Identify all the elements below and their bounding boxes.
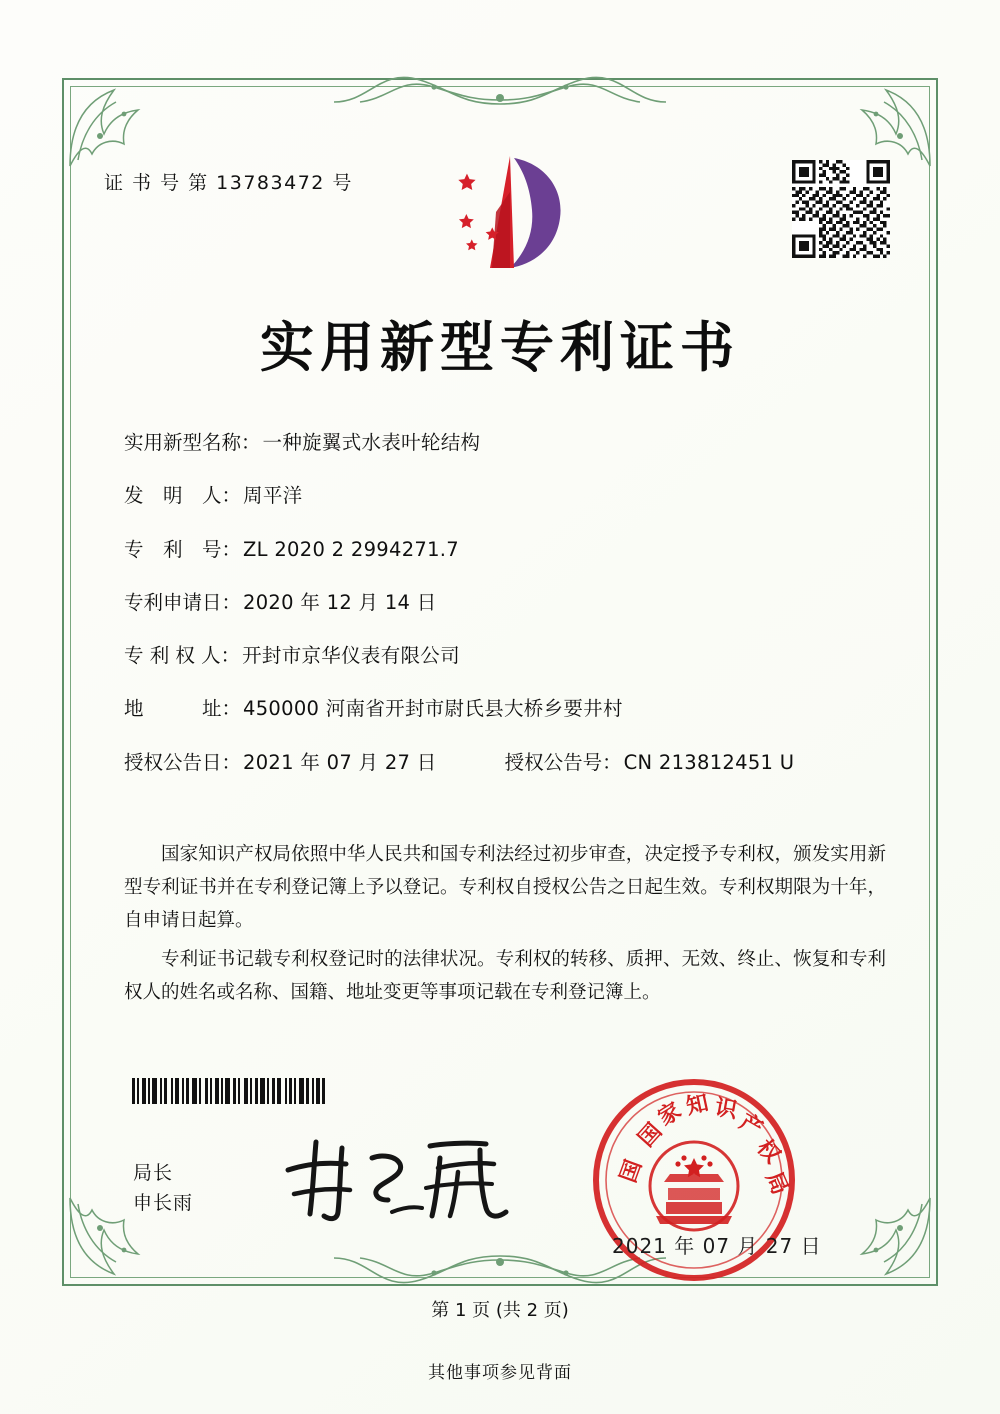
- svg-text:产: 产: [735, 1108, 768, 1143]
- field-row-inventor: [124, 481, 894, 510]
- field-row-name: [124, 428, 894, 457]
- svg-text:国: 国: [615, 1156, 648, 1187]
- announcement-date-label: 授权公告日：: [124, 750, 242, 774]
- corner-flourish-icon: [844, 80, 936, 172]
- field-row-address: [124, 694, 894, 723]
- svg-text:识: 识: [712, 1094, 740, 1124]
- paragraph-2: 专利证书记载专利权登记时的法律状况。专利权的转移、质押、无效、终止、恢复和专利权人的姓名或名称、国籍、地址变更等事项记载在专利登记簿上。: [124, 949, 886, 1003]
- page-number: 第 1 页 (共 2 页): [431, 1300, 569, 1321]
- svg-text:国: 国: [633, 1118, 668, 1153]
- svg-text:权: 权: [751, 1134, 786, 1169]
- field-row-patentee: [124, 641, 894, 670]
- field-row-announcement: [124, 748, 894, 777]
- corner-flourish-icon: [64, 80, 156, 172]
- field-row-application-date: [124, 588, 894, 617]
- field-value: 450000 河南省开封市尉氏县大桥乡要井村: [243, 697, 623, 721]
- field-list: [124, 428, 894, 801]
- barcode: [132, 1078, 390, 1104]
- field-value: 2020 年 12 月 14 日: [243, 590, 437, 614]
- corner-flourish-icon: [844, 1192, 936, 1284]
- announcement-number-label: 授权公告号：: [504, 750, 622, 774]
- field-value: 周平洋: [243, 484, 303, 508]
- svg-text:家: 家: [653, 1097, 686, 1132]
- cnipa-logo-icon: [418, 152, 588, 272]
- field-label: 实用新型名称：: [124, 431, 261, 454]
- signature-name: 申长雨: [133, 1192, 194, 1214]
- page-title: 实用新型专利证书: [260, 315, 740, 379]
- field-value: ZL 2020 2 2994271.7: [243, 537, 460, 561]
- field-label: 专 利 号：: [124, 537, 242, 561]
- field-label: 地 址：: [124, 697, 242, 721]
- field-label: 专 利 权 人：: [124, 644, 241, 667]
- field-label: 专利申请日：: [124, 590, 242, 614]
- qr-code-icon: [792, 160, 890, 258]
- svg-text:知: 知: [683, 1089, 711, 1120]
- paragraph-1: 国家知识产权局依照中华人民共和国专利法经过初步审查，决定授予专利权，颁发实用新型专利证书并在专利登记簿上予以登记。专利权自授权公告之日起生效。专利权期限为十年，自申请日起算。: [124, 844, 886, 931]
- svg-text:局: 局: [760, 1167, 794, 1199]
- seal-date: 2021 年 07 月 27 日: [612, 1234, 822, 1258]
- handwritten-signature-icon: [280, 1128, 540, 1228]
- field-value: 开封市京华仪表有限公司: [242, 644, 460, 667]
- field-label: 发 明 人：: [124, 484, 242, 508]
- footer-note: 其他事项参见背面: [428, 1363, 572, 1383]
- announcement-date-value: 2021 年 07 月 27 日: [243, 750, 437, 774]
- field-row-patent-number: [124, 535, 894, 564]
- announcement-number-value: CN 213812451 U: [623, 750, 795, 774]
- top-ornament-icon: [330, 62, 670, 108]
- field-value: 一种旋翼式水表叶轮结构: [262, 431, 481, 454]
- legal-text: [124, 838, 886, 1015]
- certificate-number: 证 书 号 第 13783472 号: [104, 172, 353, 194]
- signature-block: [133, 1158, 193, 1218]
- signature-title: 局长: [133, 1162, 174, 1184]
